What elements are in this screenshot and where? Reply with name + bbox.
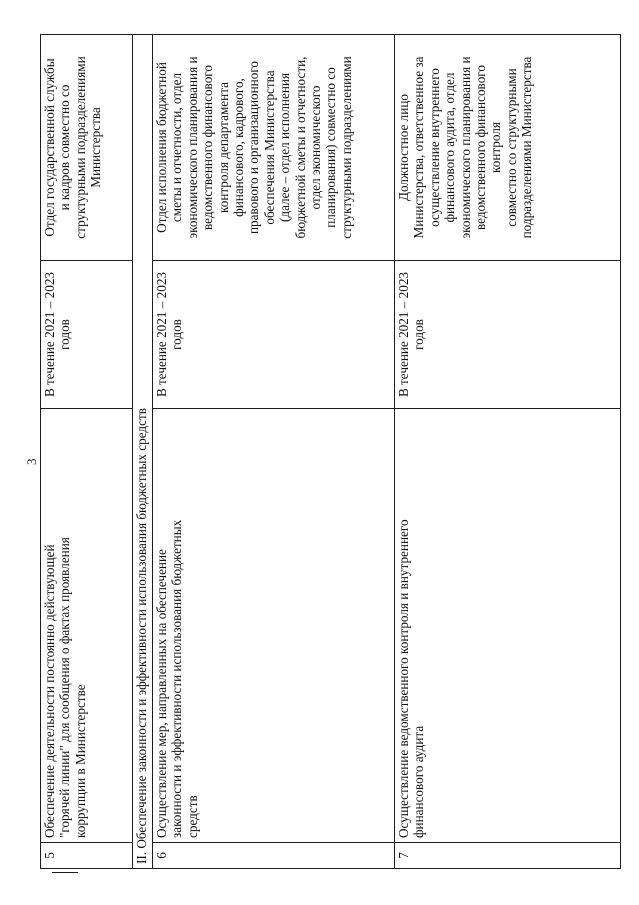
responsible-line: Отдел государственной службы xyxy=(42,58,57,237)
row-number: 7 xyxy=(395,843,621,869)
table-row xyxy=(41,35,133,869)
measure-name-line: Осуществление мер, направленных на обеспечение xyxy=(154,549,169,838)
measure-term: В течение 2021 – 2023 годов xyxy=(153,261,395,409)
table-row xyxy=(395,35,621,869)
measure-name xyxy=(395,409,621,843)
responsible-line: осуществление внутреннего xyxy=(426,68,442,227)
measure-name-line: Обеспечение деятельности постоянно действующей xyxy=(42,544,57,838)
responsible-line: структурными подразделениями xyxy=(72,56,88,239)
measures-table xyxy=(40,34,621,869)
measure-name-line: "горячей линии" для сообщения о фактах проявления xyxy=(57,537,73,838)
table-row xyxy=(153,35,395,869)
responsible-line: контроля департамента xyxy=(215,82,231,213)
measure-name xyxy=(41,409,133,843)
measure-responsible xyxy=(41,35,133,261)
responsible-line: отдел экономического xyxy=(308,85,324,210)
responsible-line: контроля xyxy=(488,122,504,173)
responsible-line: (далее – отдел исполнения xyxy=(277,72,293,223)
responsible-line: обеспечения Министерства xyxy=(261,70,277,225)
responsible-line: и кадров совместно со xyxy=(57,84,73,211)
responsible-line: подразделениями Министерства xyxy=(519,56,535,239)
responsible-line: Отдел исполнения бюджетной xyxy=(154,62,169,233)
measure-name-line: финансового аудита xyxy=(411,725,427,838)
measure-name-line: средств xyxy=(184,795,200,838)
row-number: 5 xyxy=(41,843,133,869)
responsible-line: бюджетной сметы и отчетности, xyxy=(292,56,308,239)
measure-responsible xyxy=(395,35,621,261)
responsible-line: совместно со структурными xyxy=(503,68,519,227)
responsible-line: ведомственного финансового xyxy=(473,65,489,230)
responsible-line: финансового, кадрового, xyxy=(231,78,247,217)
responsible-line: финансового аудита, отдел xyxy=(442,72,458,223)
section-row xyxy=(133,35,153,869)
measure-term: В течение 2021 – 2023 годов xyxy=(41,261,133,409)
responsible-line: Должностное лицо xyxy=(396,94,411,201)
responsible-line: сметы и отчетности, отдел xyxy=(169,72,185,223)
measure-name-line: Осуществление ведомственного контроля и внутреннего xyxy=(396,519,411,838)
responsible-line: ведомственного финансового xyxy=(200,65,216,230)
section-title: II. Обеспечение законности и эффективности использования бюджетных средств xyxy=(133,35,153,869)
measure-term: В течение 2021 – 2023 годов xyxy=(395,261,621,409)
responsible-line: структурными подразделениями xyxy=(338,56,354,239)
measure-responsible xyxy=(153,35,395,261)
row-number: 6 xyxy=(153,843,395,869)
responsible-line: экономического планирования и xyxy=(457,56,473,239)
responsible-line: Министерства xyxy=(88,107,104,188)
responsible-line: экономического планирования и xyxy=(184,56,200,239)
measure-name-line: коррупции в Министерстве xyxy=(72,684,88,838)
measure-name xyxy=(153,409,395,843)
responsible-line: Министерства, ответственное за xyxy=(411,56,427,239)
responsible-line: правового и организационного xyxy=(246,61,262,235)
table-edge-mark xyxy=(52,872,78,873)
responsible-line: планирования) совместно со xyxy=(323,67,339,228)
page-number: 3 xyxy=(24,458,39,465)
measure-name-line: законности и эффективности использования бюджетных xyxy=(169,519,185,838)
